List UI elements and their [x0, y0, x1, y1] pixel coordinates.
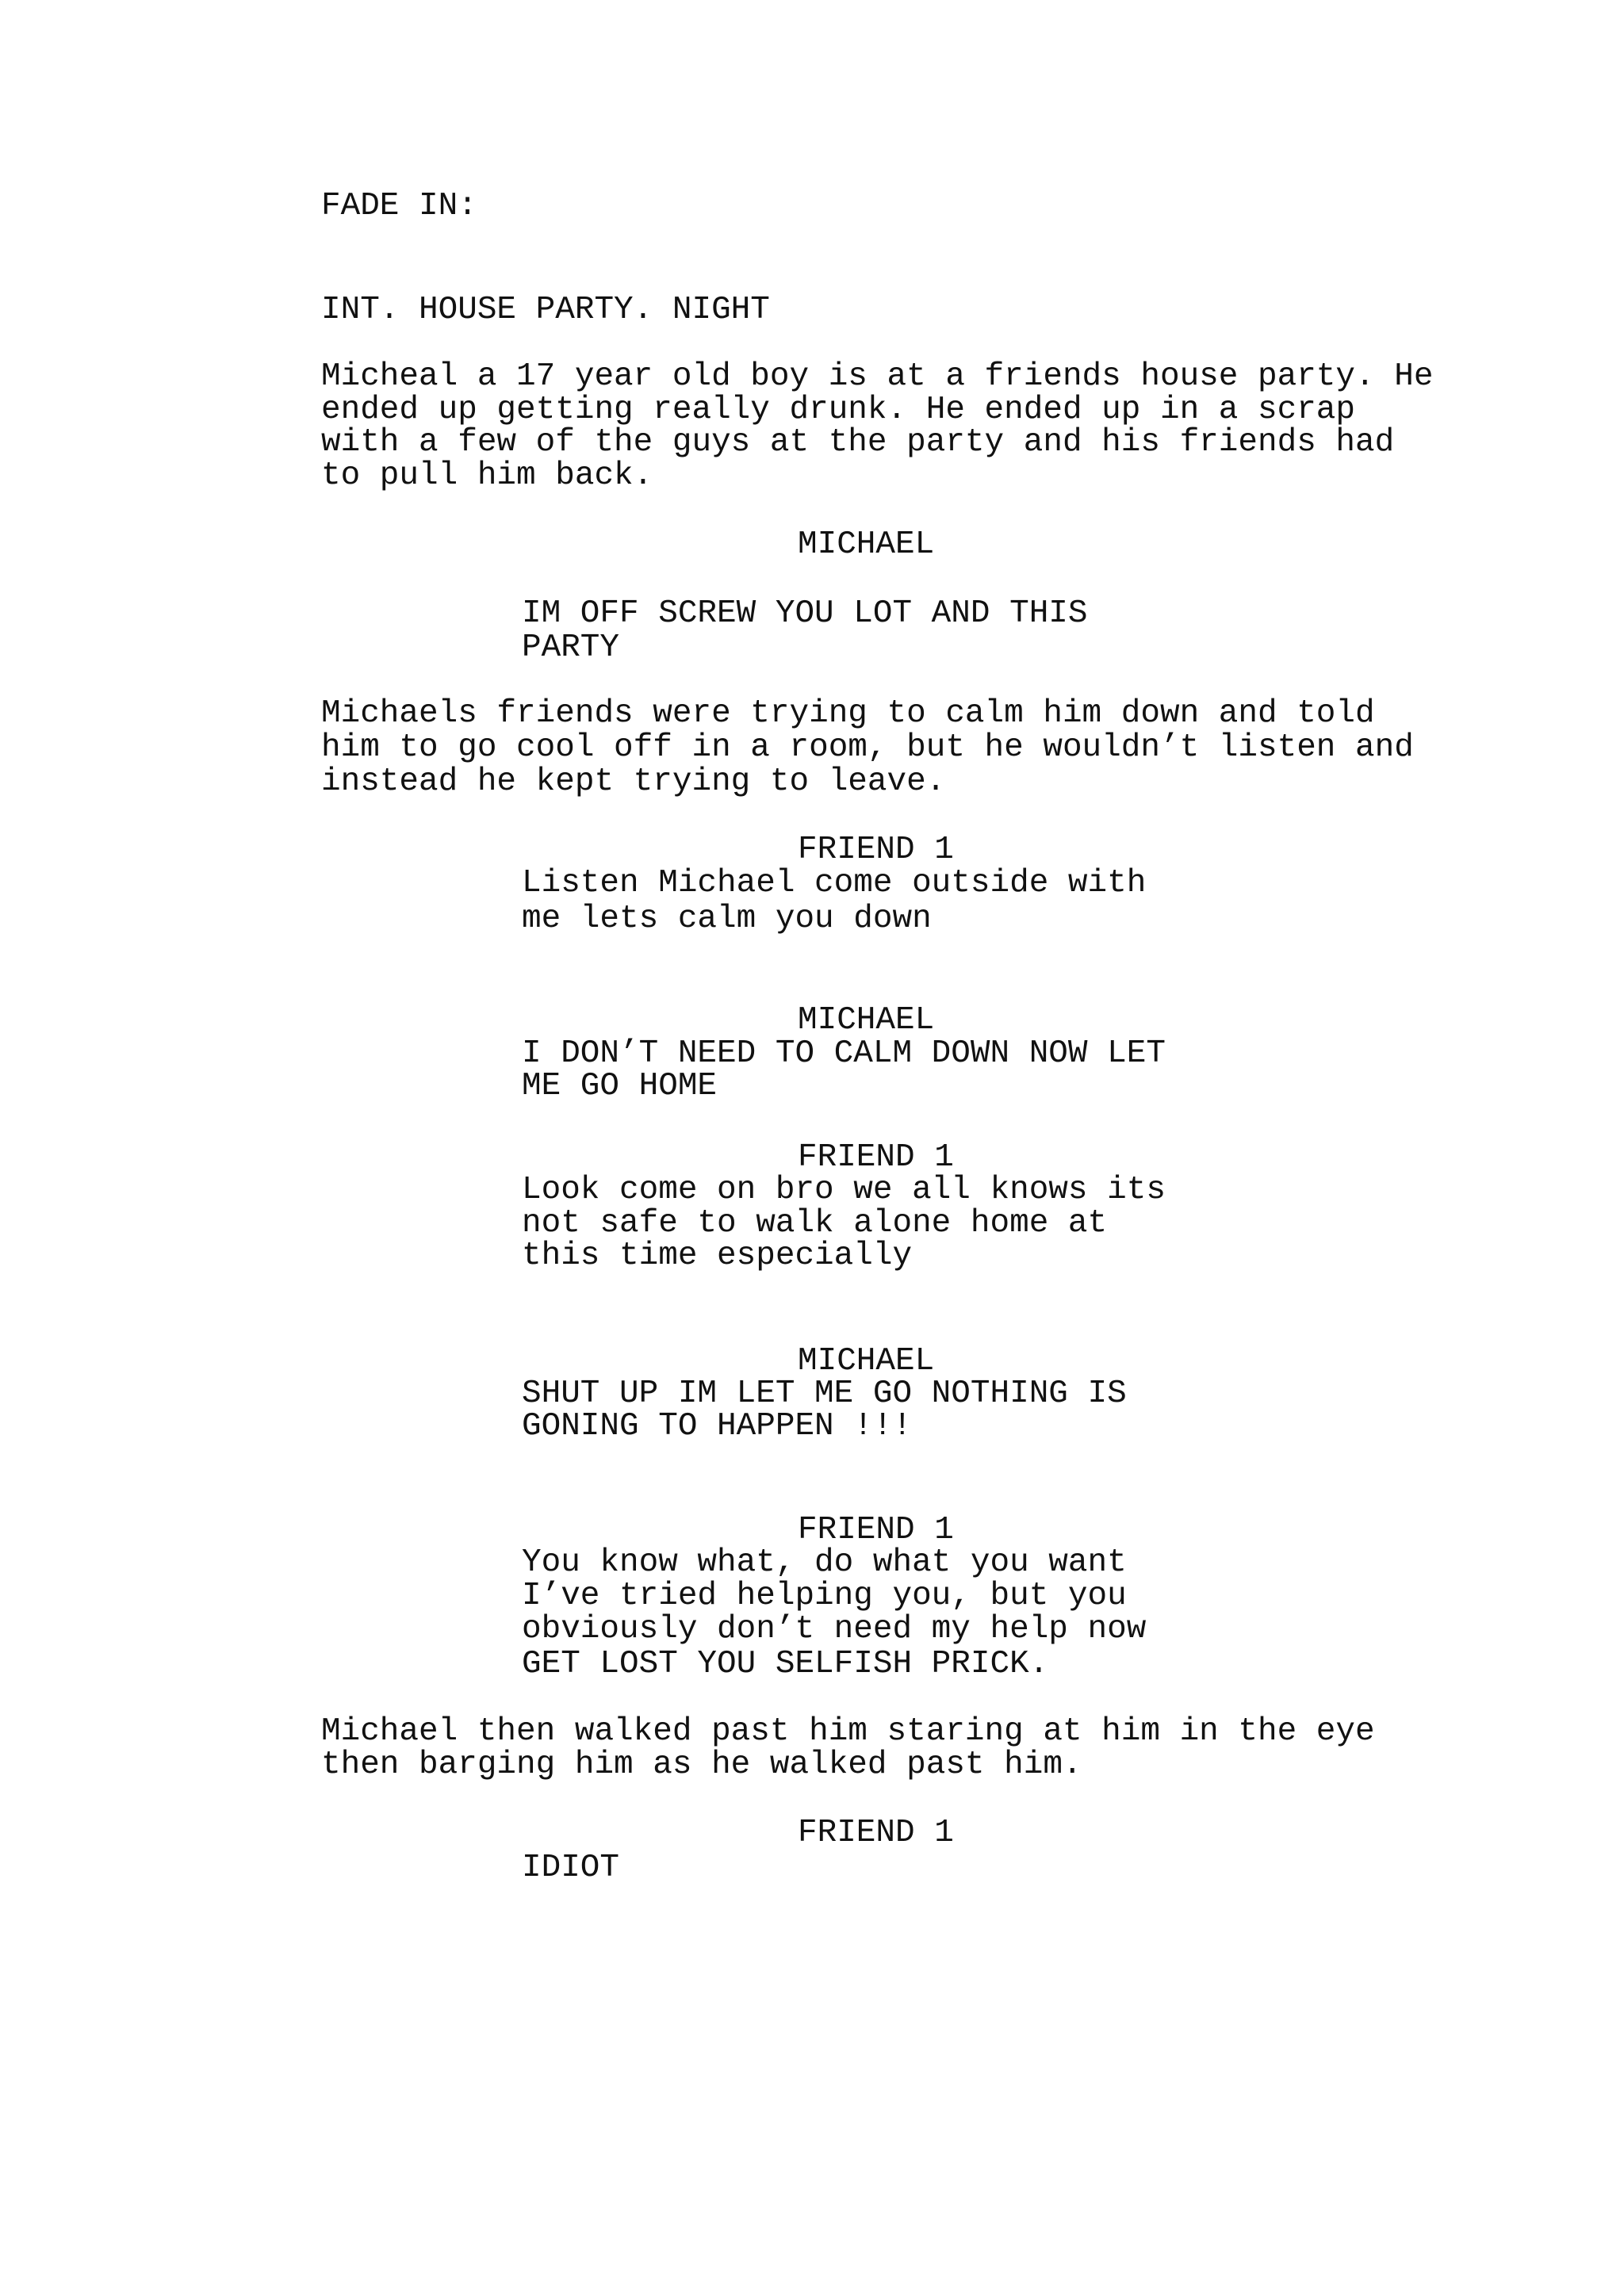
action-line: ended up getting really drunk. He ended up in a scrap: [321, 392, 1356, 428]
scene-heading: INT. HOUSE PARTY. NIGHT: [321, 292, 770, 328]
action-line: with a few of the guys at the party and his friends had: [321, 424, 1395, 461]
action-line: Michael then walked past him staring at him in the eye: [321, 1713, 1375, 1750]
dialogue-line: You know what, do what you want: [522, 1544, 1127, 1581]
dialogue-line: GET LOST YOU SELFISH PRICK.: [522, 1646, 1049, 1682]
dialogue-line: Listen Michael come outside with: [522, 865, 1147, 901]
dialogue-line: Look come on bro we all knows its: [522, 1172, 1166, 1208]
character-name: MICHAEL: [798, 526, 935, 563]
dialogue-line: me lets calm you down: [522, 901, 932, 937]
dialogue-line: I’ve tried helping you, but you: [522, 1578, 1127, 1614]
dialogue-line: not safe to walk alone home at: [522, 1205, 1108, 1242]
action-line: Micheal a 17 year old boy is at a friends house party. He: [321, 358, 1434, 395]
dialogue-line: IDIOT: [522, 1850, 620, 1886]
action-line: him to go cool off in a room, but he wouldn’t listen and: [321, 729, 1414, 766]
character-name: MICHAEL: [798, 1343, 935, 1380]
dialogue-line: ME GO HOME: [522, 1068, 718, 1104]
action-line: then barging him as he walked past him.: [321, 1747, 1082, 1783]
dialogue-line: I DON’T NEED TO CALM DOWN NOW LET: [522, 1035, 1166, 1072]
action-line: to pull him back.: [321, 457, 653, 494]
character-name: FRIEND 1: [798, 1815, 954, 1851]
dialogue-line: obviously don’t need my help now: [522, 1611, 1147, 1647]
dialogue-line: PARTY: [522, 629, 620, 666]
action-line: instead he kept trying to leave.: [321, 763, 946, 800]
action-line: Michaels friends were trying to calm him down and told: [321, 695, 1375, 732]
character-name: FRIEND 1: [798, 1139, 954, 1176]
dialogue-line: GONING TO HAPPEN !!!: [522, 1408, 913, 1445]
transition: FADE IN:: [321, 188, 477, 224]
character-name: FRIEND 1: [798, 1512, 954, 1548]
character-name: MICHAEL: [798, 1002, 935, 1039]
dialogue-line: IM OFF SCREW YOU LOT AND THIS: [522, 595, 1088, 632]
character-name: FRIEND 1: [798, 832, 954, 868]
dialogue-line: SHUT UP IM LET ME GO NOTHING IS: [522, 1376, 1127, 1412]
dialogue-line: this time especially: [522, 1238, 913, 1274]
